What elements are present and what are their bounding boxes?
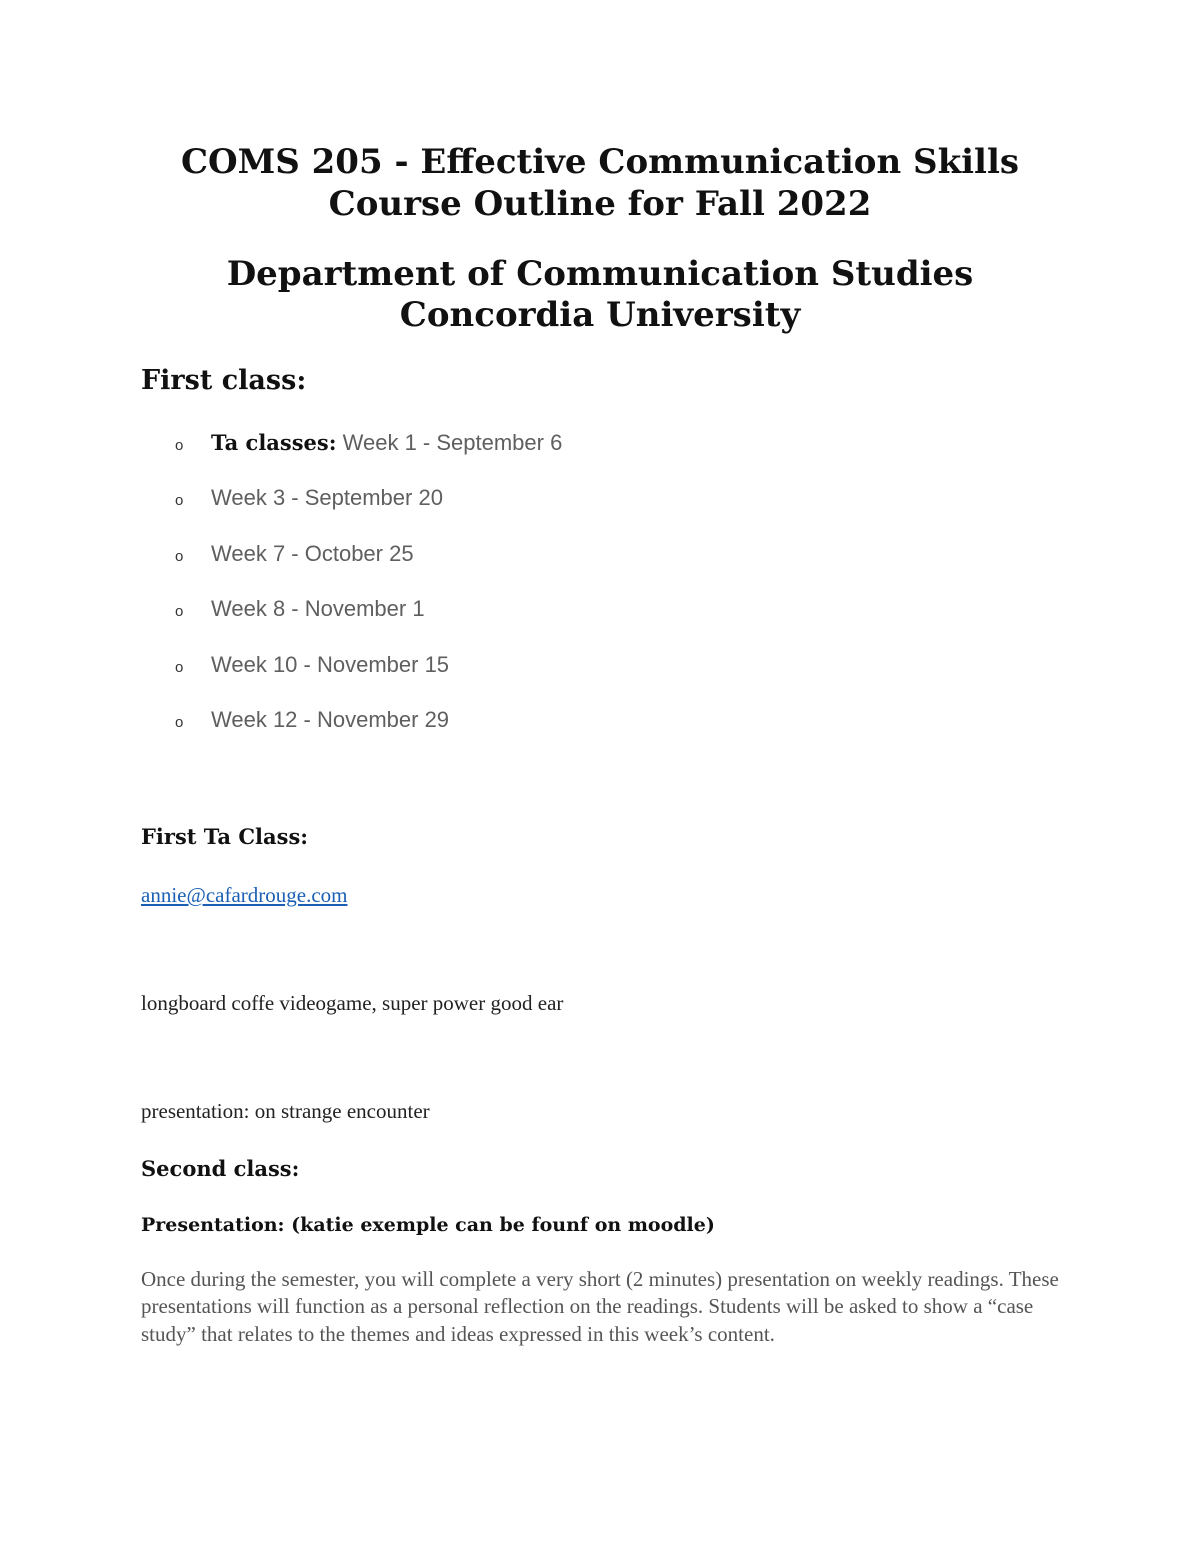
presentation-heading: Presentation: (katie exemple can be founf on moodle) xyxy=(141,1214,715,1236)
bullet-marker: o xyxy=(175,492,184,510)
list-item-text: Week 12 - November 29 xyxy=(211,706,450,732)
course-title: COMS 205 - Effective Communication Skills xyxy=(180,142,1020,182)
bullet-marker: o xyxy=(175,603,184,621)
email-link[interactable]: annie@cafardrouge.com xyxy=(141,883,348,907)
bullet-marker: o xyxy=(175,658,184,676)
department-title: Department of Communication Studies xyxy=(226,254,974,294)
list-item-text: Week 3 - September 20 xyxy=(211,485,443,511)
second-class-heading: Second class: xyxy=(141,1156,300,1181)
bullet-marker: o xyxy=(175,547,184,565)
bullet-marker: o xyxy=(175,437,184,454)
bullet-marker: o xyxy=(175,713,184,731)
list-item-text: Week 8 - November 1 xyxy=(211,596,425,622)
first-class-heading: First class: xyxy=(141,365,307,396)
presentation-description: Once during the semester, you will complete a very short (2 minutes) presentation on weekly readings. These presentations will function as a personal reflection on the readings. Students will be asked to show a “case study” that relates to the themes and ideas expressed in this week’s content. xyxy=(141,1267,1059,1346)
ta-classes-label: Ta classes: xyxy=(211,430,337,455)
first-ta-class-heading: First Ta Class: xyxy=(141,824,309,849)
ta-interests-text: longboard coffe videogame, super power good ear xyxy=(141,991,564,1015)
presentation-note-text: presentation: on strange encounter xyxy=(141,1099,430,1123)
course-outline-title: Course Outline for Fall 2022 xyxy=(328,184,872,224)
list-item-text: Week 1 - September 6 xyxy=(336,430,563,455)
list-item-text: Week 10 - November 15 xyxy=(211,651,450,677)
university-title: Concordia University xyxy=(399,295,801,335)
list-item-text: Week 7 - October 25 xyxy=(211,540,414,566)
